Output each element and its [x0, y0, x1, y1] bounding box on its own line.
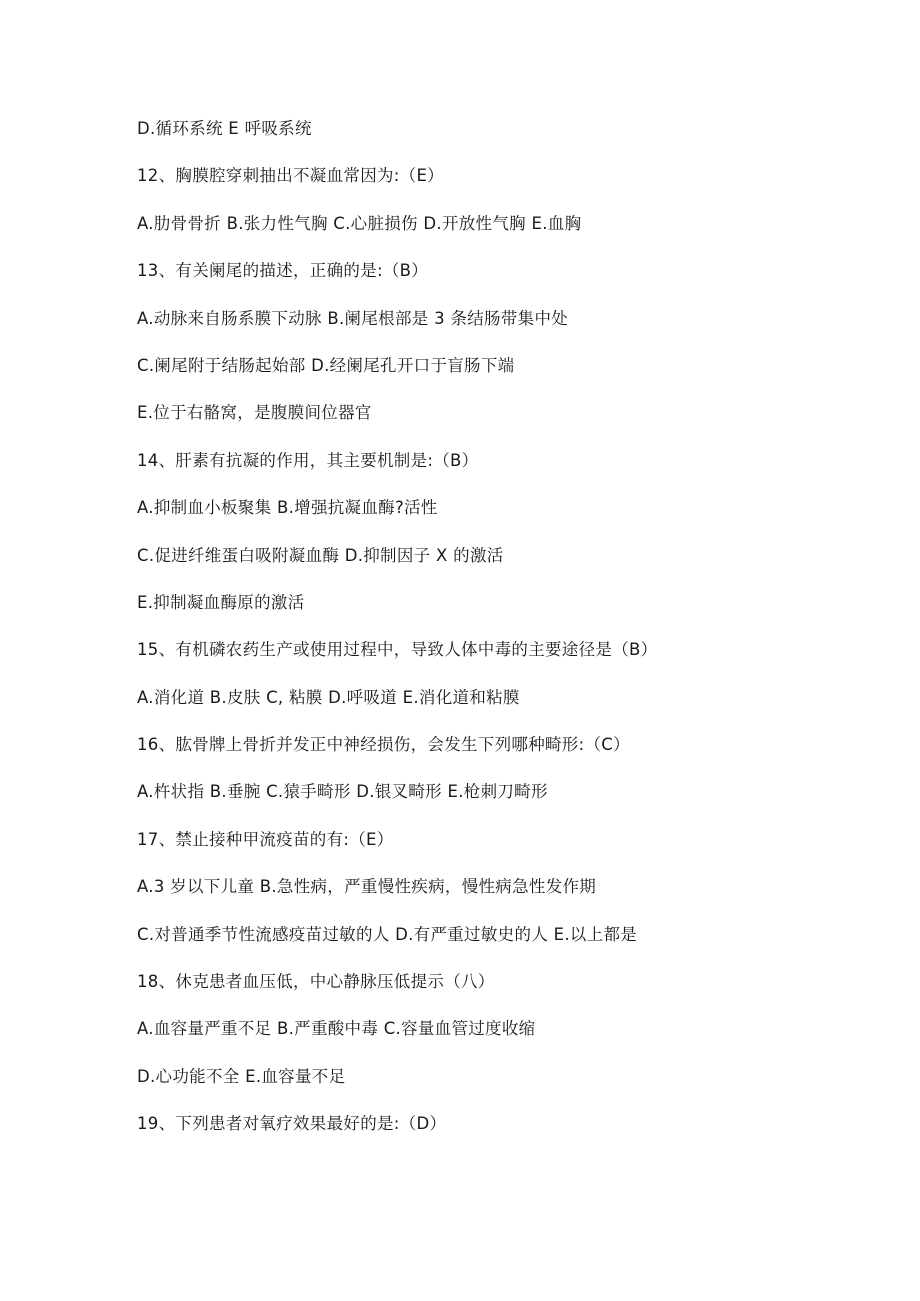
question-19: 19、下列患者对氧疗效果最好的是:（D）: [137, 1114, 447, 1134]
option-line: C.阑尾附于结肠起始部 D.经阑尾孔开口于盲肠下端: [137, 355, 515, 375]
question-17: 17、禁止接种甲流疫苗的有:（E）: [137, 829, 394, 849]
question-text-block: [137, 114, 837, 1157]
question-12: 12、胸膜腔穿刺抽出不凝血常因为:（E）: [137, 166, 444, 186]
option-line: A.3 岁以下儿童 B.急性病，严重慢性疾病，慢性病急性发作期: [137, 877, 597, 897]
question-18: 18、休克患者血压低，中心静脉压低提示（八）: [137, 972, 495, 992]
question-14: 14、肝素有抗凝的作用，其主要机制是:（B）: [137, 450, 479, 470]
question-16: 16、肱骨牌上骨折并发正中神经损伤，会发生下列哪种畸形:（C）: [137, 735, 630, 755]
option-line: A.杵状指 B.垂腕 C.猿手畸形 D.银叉畸形 E.枪刺刀畸形: [137, 782, 548, 802]
question-13: 13、有关阑尾的描述，正确的是:（B）: [137, 261, 429, 281]
option-line: A.消化道 B.皮肤 C, 粘膜 D.呼吸道 E.消化道和粘膜: [137, 687, 520, 707]
option-line: C.促进纤维蛋白吸附凝血酶 D.抑制因子 X 的激活: [137, 545, 504, 565]
option-line: D.循环系统 E 呼吸系统: [137, 119, 312, 138]
option-line: E.抑制凝血酶原的激活: [137, 592, 305, 612]
option-line: D.心功能不全 E.血容量不足: [137, 1066, 346, 1086]
option-line: E.位于右骼窝，是腹膜间位器官: [137, 403, 372, 423]
option-line: A.血容量严重不足 B.严重酸中毒 C.容量血管过度收缩: [137, 1019, 536, 1039]
option-line: A.肋骨骨折 B.张力性气胸 C.心脏损伤 D.开放性气胸 E.血胸: [137, 213, 582, 233]
question-15: 15、有机磷农药生产或使用过程中，导致人体中毒的主要途径是（B）: [137, 640, 658, 660]
option-line: C.对普通季节性流感疫苗过敏的人 D.有严重过敏史的人 E.以上都是: [137, 924, 638, 944]
option-line: A.动脉来自肠系膜下动脉 B.阑尾根部是 3 条结肠带集中处: [137, 308, 569, 328]
option-line: A.抑制血小板聚集 B.增强抗凝血酶?活性: [137, 498, 438, 518]
